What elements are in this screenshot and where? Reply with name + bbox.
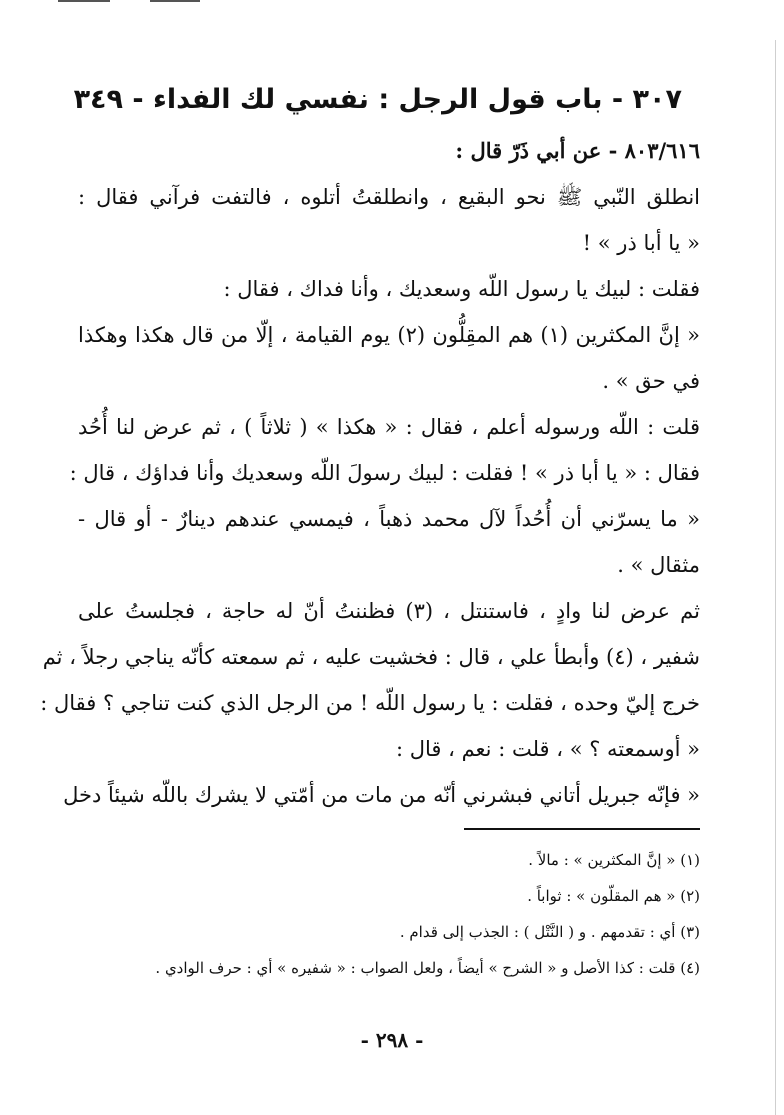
footnote: (٤) قلت : كذا الأصل و « الشرح » أيضاً ، ولعل الصواب : « شفيره » أي : حرف الوادي . xyxy=(155,959,700,977)
page-number: - ٢٩٨ - xyxy=(360,1028,424,1052)
text-line: في حق » . xyxy=(602,369,700,393)
text-line: ثم عرض لنا وادٍ ، فاستنتل ، (٣) فظننتُ أنّ له حاجة ، فجلستُ على xyxy=(78,599,700,623)
footnote-divider xyxy=(464,828,700,830)
page-body xyxy=(40,78,700,986)
text-line: « ما يسرّني أن أُحُداً لآل محمد ذهباً ، فيمسي عندهم دينارٌ - أو قال - xyxy=(78,507,700,531)
scan-artifact-line xyxy=(150,0,200,2)
text-line: « فإنّه جبريل أتاني فبشرني أنّه من مات من أمّتي لا يشرك باللّه شيئاً دخل xyxy=(63,783,700,807)
hadith-number-line: ٨٠٣/٦١٦ - عن أبي ذَرّ قال : xyxy=(455,138,700,163)
text-line: خرج إليّ وحده ، فقلت : يا رسول اللّه ! من الرجل الذي كنت تناجي ؟ فقال : xyxy=(40,691,700,715)
footnote: (١) « إنَّ المكثرين » : مالاً . xyxy=(528,851,700,869)
text-line: « إنَّ المكثرين (١) هم المقِلُّون (٢) يوم القيامة ، إلّا من قال هكذا وهكذا xyxy=(78,323,700,347)
text-line: شفير ، (٤) وأبطأ علي ، قال : فخشيت عليه ، ثم سمعته كأنّه يناجي رجلاً ، ثم xyxy=(42,645,700,669)
footnote: (٢) « هم المقلّون » : ثواباً . xyxy=(527,887,700,905)
page-edge-line xyxy=(775,40,776,1115)
text-line: « يا أبا ذر » ! xyxy=(582,231,700,255)
footnote: (٣) أي : تقدمهم . و ( النَّتْل ) : الجذب إلى قدام . xyxy=(399,923,700,941)
text-line: فقلت : لبيك يا رسول اللّه وسعديك ، وأنا فداك ، فقال : xyxy=(223,277,700,301)
text-line: انطلق النّبي ﷺ نحو البقيع ، وانطلقتُ أتلوه ، فالتفت فرآني فقال : xyxy=(78,185,700,209)
text-line: « أوسمعته ؟ » ، قلت : نعم ، قال : xyxy=(396,737,700,761)
text-line: فقال : « يا أبا ذر » ! فقلت : لبيك رسولَ اللّه وسعديك وأنا فداؤك ، قال : xyxy=(69,461,700,485)
footnotes xyxy=(78,842,700,986)
text-line: مثقال » . xyxy=(617,553,700,577)
text-line: قلت : اللّه ورسوله أعلم ، فقال : « هكذا » ( ثلاثاً ) ، ثم عرض لنا أُحُد xyxy=(78,415,700,439)
chapter-heading: ٣٠٧ - باب قول الرجل : نفسي لك الفداء - ٣٤٩ xyxy=(73,84,682,115)
scan-artifact-line xyxy=(58,0,110,2)
